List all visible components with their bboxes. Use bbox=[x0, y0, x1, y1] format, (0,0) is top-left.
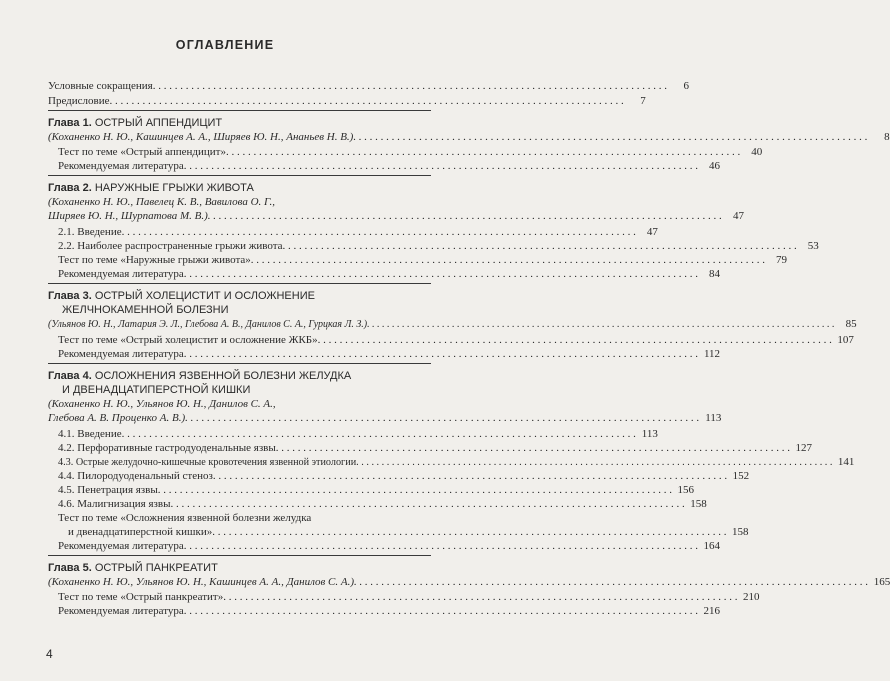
divider bbox=[48, 555, 431, 556]
chapter-heading: Глава 5. ОСТРЫЙ ПАНКРЕАТИТ bbox=[48, 562, 218, 574]
divider bbox=[48, 283, 431, 284]
toc-entry: Рекомендуемая литература . . . 46 bbox=[48, 160, 431, 173]
toc-entry: Рекомендуемая литература . . . 216 bbox=[48, 605, 431, 618]
toc-entry: Предисловие . . . 7 bbox=[48, 95, 431, 108]
toc-entry: 4.6. Малигнизация язвы . . . 158 bbox=[48, 498, 431, 511]
divider bbox=[48, 110, 431, 111]
chapter-authors: (Коханенко Н. Ю., Кашинцев А. А., Ширяев Ю. Н., Ананьев Н. В.) . . . 8 bbox=[48, 131, 431, 144]
toc-entry: 4.5. Пенетрация язвы . . . 156 bbox=[48, 484, 431, 497]
toc-entry: Тест по теме «Острый холецистит и осложнение ЖКБ» . . . 107 bbox=[48, 334, 431, 347]
page-number: 4 bbox=[46, 647, 53, 661]
chapter-authors: (Коханенко Н. Ю., Павелец К. В., Вавилова О. Г., bbox=[48, 196, 275, 208]
divider bbox=[48, 175, 431, 176]
chapter-authors: (Ульянов Ю. Н., Латария Э. Л., Глебова А. В., Данилов С. А., Гурцкая Л. З.) . . . 85 bbox=[48, 318, 431, 331]
toc-entry: Рекомендуемая литература . . . 112 bbox=[48, 348, 431, 361]
toc-entry: 4.3. Острые желудочно-кишечные кровотечения язвенной этиологии . . . 141 bbox=[48, 456, 431, 469]
chapter-heading: Глава 4. ОСЛОЖНЕНИЯ ЯЗВЕННОЙ БОЛЕЗНИ ЖЕЛУДКА bbox=[48, 370, 352, 382]
toc-entry: Условные сокращения . . . 6 bbox=[48, 80, 431, 93]
chapter-heading: Глава 1. ОСТРЫЙ АППЕНДИЦИТ bbox=[48, 117, 223, 129]
chapter-authors: (Коханенко Н. Ю., Ульянов Ю. Н., Данилов С. А., bbox=[48, 398, 276, 410]
chapter-heading: Глава 2. НАРУЖНЫЕ ГРЫЖИ ЖИВОТА bbox=[48, 182, 254, 194]
chapter-authors: (Коханенко Н. Ю., Ульянов Ю. Н., Кашинцев А. А., Данилов С. А.) . . . 165 bbox=[48, 576, 431, 589]
page-title: ОГЛАВЛЕНИЕ bbox=[175, 38, 275, 52]
toc-entry: 4.4. Пилородуоденальный стеноз . . . 152 bbox=[48, 470, 431, 483]
chapter-heading-cont: ЖЕЛЧНОКАМЕННОЙ БОЛЕЗНИ bbox=[62, 304, 229, 316]
divider bbox=[48, 363, 431, 364]
toc-entry: и двенадцатиперстной кишки» . . . 158 bbox=[48, 526, 431, 539]
toc-entry: Тест по теме «Наружные грыжи живота» . . . 79 bbox=[48, 254, 431, 267]
chapter-heading-cont: И ДВЕНАДЦАТИПЕРСТНОЙ КИШКИ bbox=[62, 384, 251, 396]
chapter-authors: Ширяев Ю. Н., Шурпатова М. В.) . . . 47 bbox=[48, 210, 431, 223]
chapter-heading: Глава 3. ОСТРЫЙ ХОЛЕЦИСТИТ И ОСЛОЖНЕНИЕ bbox=[48, 290, 315, 302]
toc-entry: 2.1. Введение . . . 47 bbox=[48, 226, 431, 239]
toc-entry: Рекомендуемая литература . . . 164 bbox=[48, 540, 431, 553]
toc-entry: Рекомендуемая литература . . . 84 bbox=[48, 268, 431, 281]
toc-entry: 4.2. Перфоративные гастродуоденальные язвы . . . 127 bbox=[48, 442, 431, 455]
toc-entry: Тест по теме «Острый панкреатит» . . . 210 bbox=[48, 591, 431, 604]
toc-entry: Тест по теме «Острый аппендицит» . . . 40 bbox=[48, 146, 431, 159]
toc-entry: 4.1. Введение . . . 113 bbox=[48, 428, 431, 441]
toc-entry: Тест по теме «Осложнения язвенной болезни желудка bbox=[58, 512, 312, 524]
toc-entry: 2.2. Наиболее распространенные грыжи живота . . . 53 bbox=[48, 240, 431, 253]
chapter-authors: Глебова А. В. Проценко А. В.) . . . 113 bbox=[48, 412, 431, 425]
